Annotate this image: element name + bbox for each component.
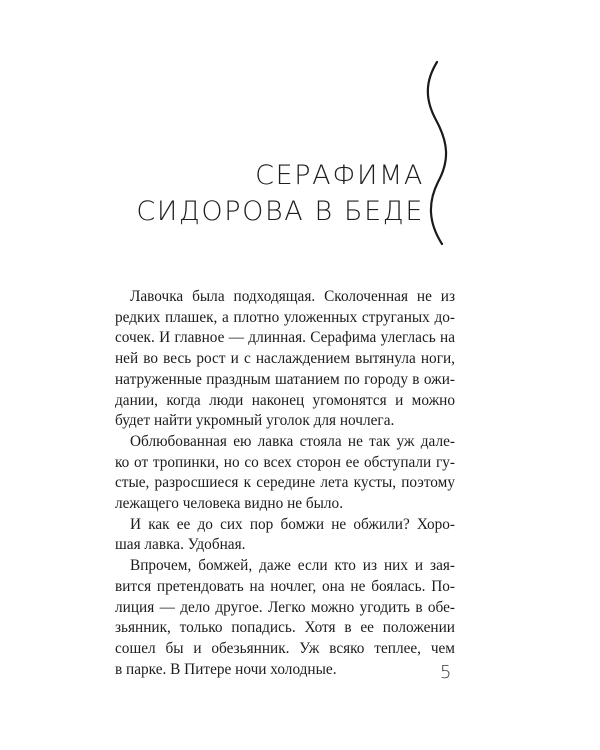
chapter-body (115, 287, 455, 680)
page-number: 5 (440, 662, 452, 683)
text-line: натруженные праздным шатанием по городу в ожи- (115, 370, 455, 388)
text-line: шая лавка. Удобная. (115, 536, 246, 554)
text-line: редких плашек, а плотно уложенных струганых до- (115, 308, 455, 326)
text-line: сочек. И главное — длинная. Серафима улеглась на (115, 329, 455, 347)
text-line: стые, разросшиеся к середине лета кусты, поэтому (115, 474, 455, 492)
paragraph-2 (115, 432, 455, 515)
text-line: в парке. В Питере ночи холодные. (115, 660, 337, 678)
text-line: дании, когда люди наконец угомонятся и можно (115, 391, 455, 409)
text-line: ко от тропинки, но со всех сторон ее обступали гу- (115, 453, 455, 471)
text-line: лиция — дело другое. Легко можно угодить в обе- (115, 598, 455, 616)
chapter-title (124, 158, 424, 230)
text-line: И как ее до сих пор бомжи не обжили? Хоро- (130, 515, 455, 533)
text-line: Лавочка была подходящая. Сколоченная не из (130, 288, 455, 305)
text-line: Впрочем, бомжей, даже если кто из них и зая- (130, 557, 455, 575)
text-line: Облюбованная ею лавка стояла не так уж дале- (130, 432, 455, 450)
paragraph-3 (115, 515, 455, 556)
text-line: сошел бы и обезьянник. Уж всяко теплее, чем (115, 639, 455, 657)
text-line: зьянник, только попадись. Хотя в ее положении (115, 619, 455, 637)
paragraph-1 (115, 287, 455, 432)
text-line: вится претендовать на ночлег, она не боялась. По- (115, 577, 455, 595)
text-line: будет найти укромный уголок для ночлега. (115, 412, 395, 430)
text-line: ней во весь рост и с наслаждением вытянула ноги, (115, 350, 455, 368)
chapter-title-line-1: СЕРАФИМА (255, 160, 424, 191)
text-line: лежащего человека видно не было. (115, 495, 344, 513)
chapter-title-line-2: СИДОРОВА В БЕДЕ (136, 196, 424, 227)
paragraph-4 (115, 556, 455, 680)
